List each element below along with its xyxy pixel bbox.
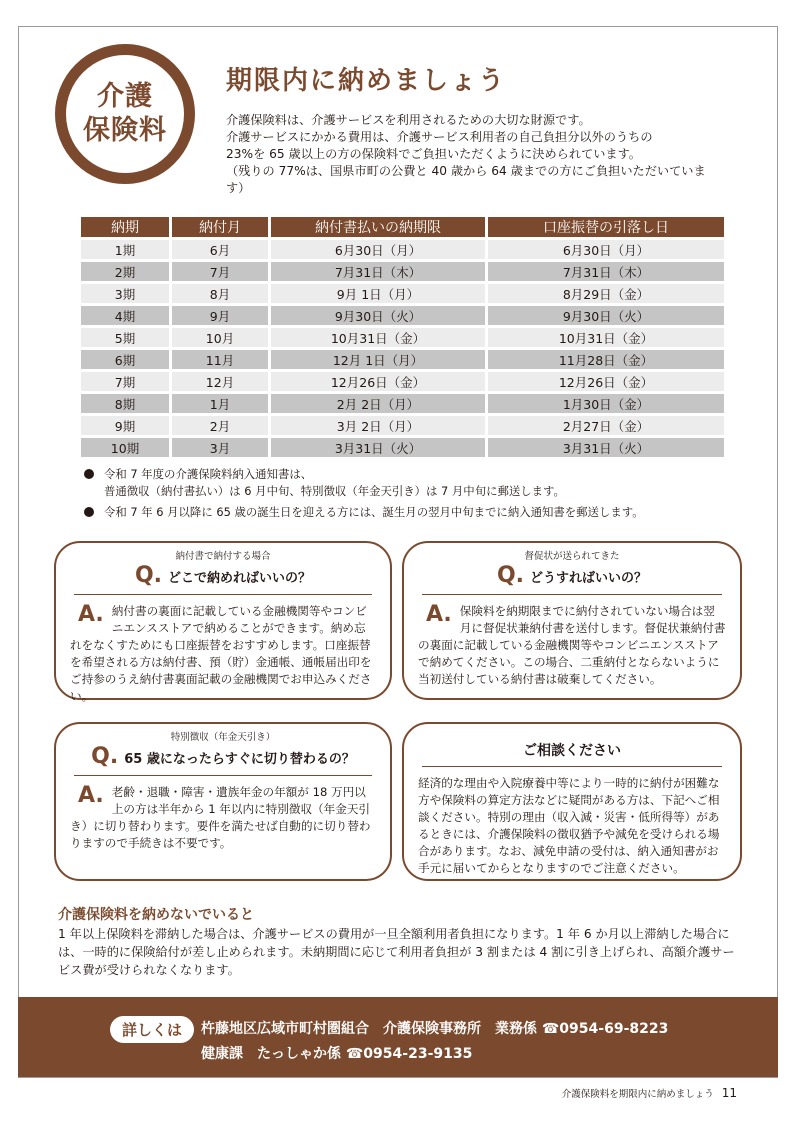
table-row: [81, 394, 724, 413]
cell-month: 7月: [172, 262, 268, 281]
answer-text: 納付書の裏面に記載している金融機関等やコンビニエンスストアで納めることができます。納め忘れをなくすためにも口座振替をおすすめします。口座振替を希望される方は納付書、預（貯）金通帳、通帳届出印をご持参のうえ納付書裏面記載の金融機関でお申込みください。: [70, 604, 372, 703]
cell-debit-date: 6月30日（月）: [488, 240, 724, 259]
question-context: 特別徴収（年金天引き）: [170, 732, 276, 743]
notes: [84, 466, 644, 525]
intro-line: 23%を 65 歳以上の方の保険料でご負担いただくように決められています。: [226, 147, 641, 161]
cell-period: 7期: [81, 372, 169, 391]
q-mark-icon: Q.: [91, 744, 119, 769]
header-debit-date: 口座振替の引落し日: [488, 217, 724, 237]
cell-debit-date: 7月31日（木）: [488, 262, 724, 281]
header-month: 納付月: [172, 217, 268, 237]
contact-banner: [18, 997, 778, 1077]
cell-period: 5期: [81, 328, 169, 347]
q-mark-icon: Q.: [134, 563, 163, 588]
cell-month: 1月: [172, 394, 268, 413]
qa-age-65-switch: [54, 722, 392, 881]
cell-period: 8期: [81, 394, 169, 413]
cell-period: 4期: [81, 306, 169, 325]
a-mark-icon: A.: [426, 602, 452, 627]
page-number: 11: [721, 1086, 737, 1100]
table-row: [81, 350, 724, 369]
note-text: 普通徴収（納付書払い）は 6 月中旬、特別徴収（年金天引き）は 7 月中旬に郵送します。: [104, 484, 565, 498]
table-row: [81, 416, 724, 435]
contact-label: 詳しくは: [110, 1016, 194, 1043]
cell-debit-date: 1月30日（金）: [488, 394, 724, 413]
consultation-box: [402, 722, 742, 881]
cell-month: 9月: [172, 306, 268, 325]
question-text: どうすればいいの？: [530, 571, 648, 586]
table-row: [81, 328, 724, 347]
cell-period: 3期: [81, 284, 169, 303]
cell-period: 2期: [81, 262, 169, 281]
table-body: [81, 240, 724, 457]
cell-debit-date: 11月28日（金）: [488, 350, 724, 369]
unpaid-section-title: 介護保険料を納めないでいると: [58, 907, 254, 923]
cell-slip-deadline: 7月31日（木）: [271, 262, 485, 281]
table-row: [81, 262, 724, 281]
cell-debit-date: 9月30日（火）: [488, 306, 724, 325]
cell-period: 9期: [81, 416, 169, 435]
cell-month: 11月: [172, 350, 268, 369]
intro-line: 介護保険料は、介護サービスを利用されるための大切な財源です。: [226, 113, 591, 127]
payment-schedule-table: [78, 214, 727, 460]
cell-month: 6月: [172, 240, 268, 259]
cell-slip-deadline: 12月26日（金）: [271, 372, 485, 391]
question-context: 納付書で納付する場合: [175, 551, 271, 562]
logo-line-1: 介護: [97, 81, 153, 112]
cell-period: 1期: [81, 240, 169, 259]
cell-debit-date: 8月29日（金）: [488, 284, 724, 303]
question-text: どこで納めればいいの？: [168, 571, 312, 586]
consultation-title: ご相談ください: [523, 743, 621, 759]
cell-slip-deadline: 2月 2日（月）: [271, 394, 485, 413]
note-text: 令和 7 年 6 月以降に 65 歳の誕生日を迎える方には、誕生月の翌月中旬までに納入通知書を郵送します。: [104, 505, 644, 519]
page-title: 期限内に納めましょう: [226, 66, 507, 96]
a-mark-icon: A.: [78, 602, 104, 627]
cell-slip-deadline: 10月31日（金）: [271, 328, 485, 347]
cell-slip-deadline: 3月 2日（月）: [271, 416, 485, 435]
q-mark-icon: Q.: [496, 563, 525, 588]
divider: [74, 775, 372, 776]
bullet-icon: [84, 507, 94, 517]
intro-text: [226, 112, 721, 197]
contact-line-health: 健康課 たっしゃか係 ☎0954-23-9135: [201, 1046, 473, 1062]
table-row: [81, 284, 724, 303]
consultation-text: 経済的な理由や入院療養中等により一時的に納付が困難な方や保険料の算定方法などに疑問がある方は、下記へご相談ください。特別の理由（収入減・災害・低所得等）があるときには、介護保険料の徴収猶予や減免を受けられる場合があります。なお、減免申請の受付は、納入通知書がお手元に届いてからとなりますのでご注意ください。: [418, 776, 720, 875]
cell-debit-date: 2月27日（金）: [488, 416, 724, 435]
table-row: [81, 438, 724, 457]
table-header-row: [81, 217, 724, 237]
cell-slip-deadline: 3月31日（火）: [271, 438, 485, 457]
question-context: 督促状が送られてきた: [524, 551, 620, 562]
divider: [74, 594, 372, 595]
cell-slip-deadline: 9月30日（火）: [271, 306, 485, 325]
question-text: 65 歳になったらすぐに切り替わるの？: [124, 752, 355, 767]
divider: [422, 766, 722, 767]
cell-slip-deadline: 9月 1日（月）: [271, 284, 485, 303]
intro-line: （残りの 77%は、国県市町の公費と 40 歳から 64 歳までの方にご負担いただいています）: [226, 164, 706, 195]
a-mark-icon: A.: [78, 783, 104, 808]
footer-text: 介護保険料を期限内に納めましょう: [561, 1089, 714, 1100]
cell-debit-date: 12月26日（金）: [488, 372, 724, 391]
cell-slip-deadline: 12月 1日（月）: [271, 350, 485, 369]
cell-month: 3月: [172, 438, 268, 457]
header-period: 納期: [81, 217, 169, 237]
qa-reminder-received: [402, 541, 742, 700]
cell-period: 10期: [81, 438, 169, 457]
table-row: [81, 240, 724, 259]
bullet-icon: [84, 469, 94, 479]
kaigo-hokenryo-logo: [55, 44, 195, 184]
answer-text: 保険料を納期限までに納付されていない場合は翌月に督促状兼納付書を送付します。督促状兼納付書の裏面に記載している金融機関等やコンビニエンスストアで納めてください。この場合、二重納付とならないように当初送付している納付書は破棄してください。: [418, 604, 726, 686]
logo-line-2: 保険料: [83, 115, 167, 146]
table-row: [81, 306, 724, 325]
intro-line: 介護サービスにかかる費用は、介護サービス利用者の自己負担分以外のうちの: [226, 130, 653, 144]
cell-period: 6期: [81, 350, 169, 369]
note-text: 令和 7 年度の介護保険料納入通知書は、: [104, 467, 313, 481]
cell-debit-date: 3月31日（火）: [488, 438, 724, 457]
cell-month: 8月: [172, 284, 268, 303]
cell-month: 2月: [172, 416, 268, 435]
cell-month: 12月: [172, 372, 268, 391]
cell-slip-deadline: 6月30日（月）: [271, 240, 485, 259]
page-footer: [562, 1086, 737, 1100]
qa-where-to-pay: [54, 541, 392, 703]
table-row: [81, 372, 724, 391]
note-item: [84, 504, 644, 521]
answer-text: 老齢・退職・障害・遺族年金の年額が 18 万円以上の方は半年から 1 年以内に特別徴収（年金天引き）に切り替わります。要件を満たせば自動的に切り替わりますので手続きは不要です。: [70, 785, 371, 850]
cell-debit-date: 10月31日（金）: [488, 328, 724, 347]
divider: [422, 594, 722, 595]
unpaid-section-text: 1 年以上保険料を滞納した場合は、介護サービスの費用が一旦全額利用者負担になります。1 年 6 か月以上滞納した場合には、一時的に保険給付が差し止められます。未納期間に応じて利用者負担が 3 割または 4 割に引き上げられ、高額介護サービス費が受けられなくなります。: [58, 927, 735, 977]
cell-month: 10月: [172, 328, 268, 347]
contact-line-office: 杵藤地区広域市町村圏組合 介護保険事務所 業務係 ☎0954-69-8223: [201, 1021, 669, 1037]
header-slip-deadline: 納付書払いの納期限: [271, 217, 485, 237]
note-item: [84, 466, 644, 500]
